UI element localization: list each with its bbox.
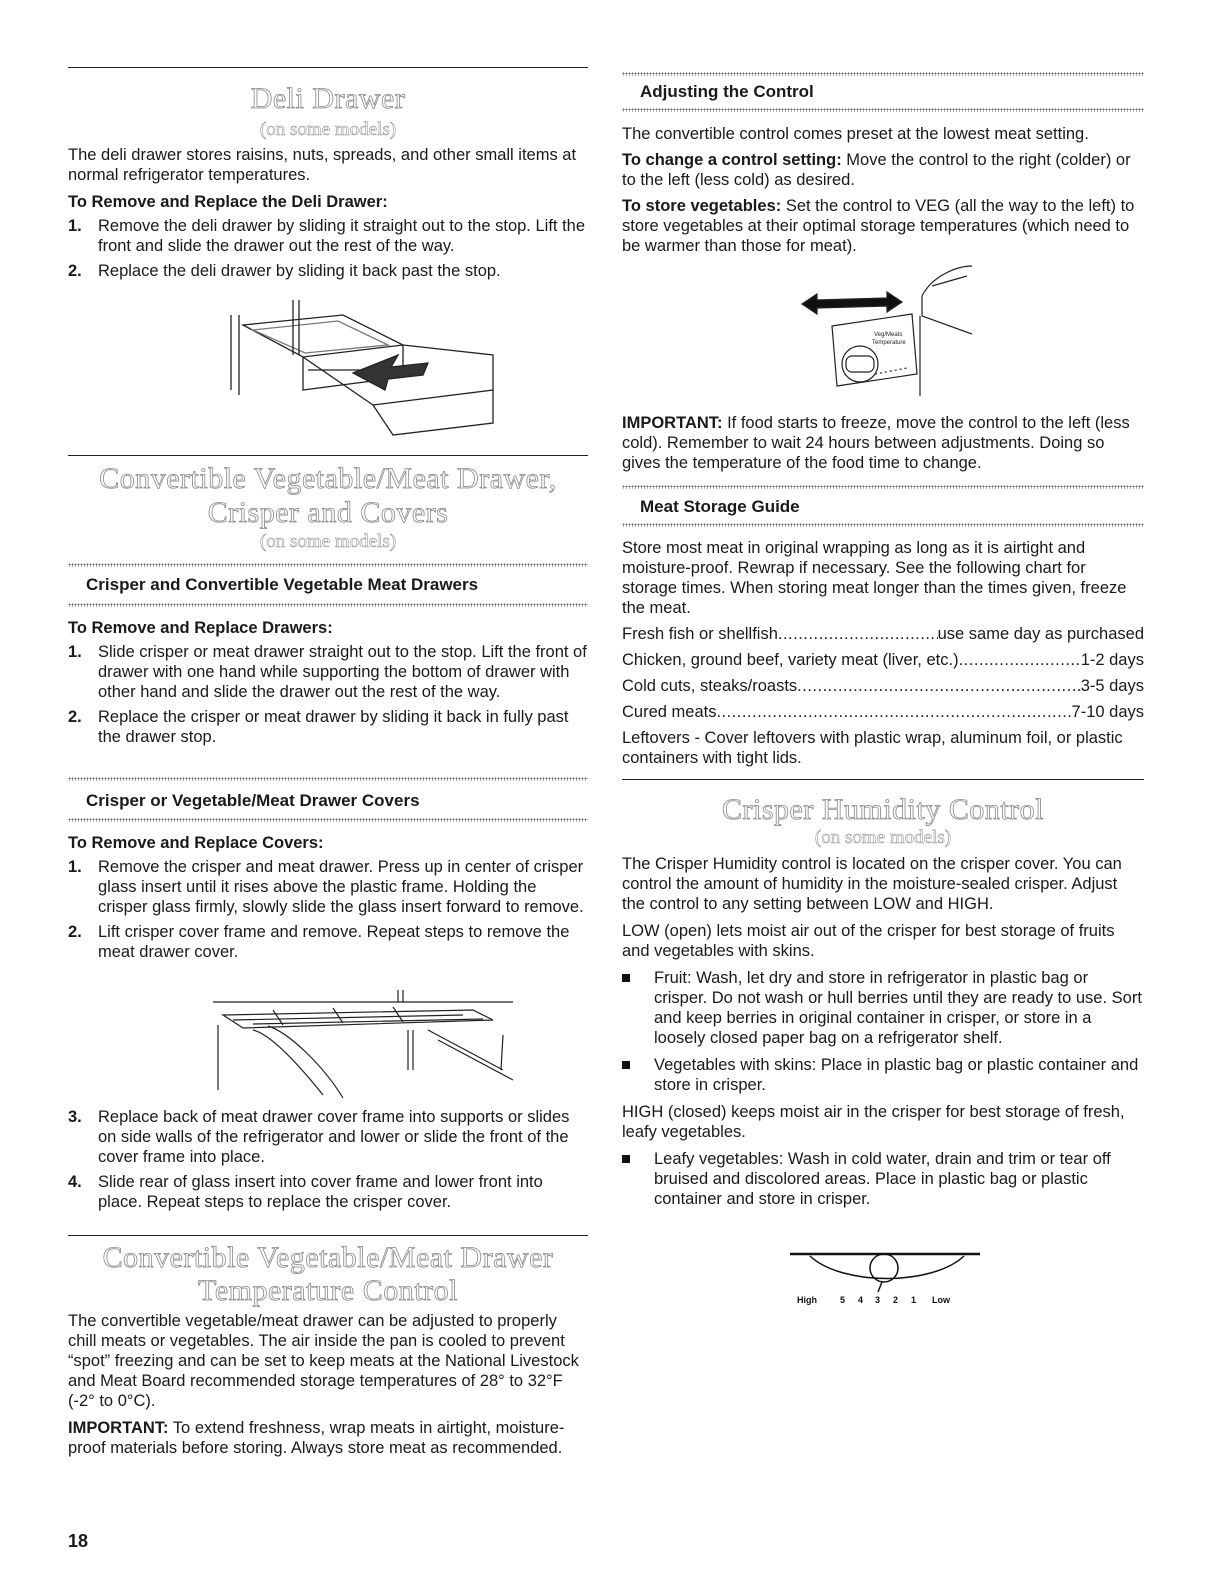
adjusting-important: IMPORTANT: If food starts to freeze, move the control to the left (less cold). Remember to wait 24 hours between adjustments. Doing so gives the temperature of the food time to change. — [622, 414, 1130, 472]
dotted-rule — [622, 523, 1144, 527]
deli-drawer-illustration — [223, 295, 503, 445]
humidity-intro: The Crisper Humidity control is located on the crisper cover. You can control the amount of humidity in the moisture-sealed crisper. Adjust the control to any setting between LOW and HIGH. — [622, 855, 1122, 913]
dotted-rule — [622, 485, 1144, 489]
list-item: Fruit: Wash, let dry and store in refrigerator in plastic bag or crisper. Do not wash or hull berries until they are ready to use. Sort and keep berries in original container in crisper, or store in a loosely closed paper bag on a refrigerator shelf. — [622, 968, 1144, 1048]
crisper-cover-illustration — [213, 990, 513, 1100]
drawers-steps — [68, 642, 588, 747]
humidity-high-text: HIGH (closed) keeps moist air in the crisper for best storage of fresh, leafy vegetables. — [622, 1103, 1125, 1141]
adjusting-heading: Adjusting the Control — [640, 82, 814, 101]
list-item: 1. Remove the crisper and meat drawer. Press up in center of crisper glass insert until it rises above the plastic frame. Holding the crisper glass firmly, slowly slide the glass insert forward to remove. — [68, 858, 584, 916]
temp-control-intro: The convertible vegetable/meat drawer can be adjusted to properly chill meats or vegetables. The air inside the pan is cooled to prevent “spot” freezing and can be set to keep meats at the National Livestock and Meat Board recommended storage temperatures of 28° to 32°F (-2° to 0°C). — [68, 1312, 579, 1410]
list-item: 2. Replace the crisper or meat drawer by sliding it back in fully past the drawer stop. — [68, 708, 569, 746]
humidity-low-text: LOW (open) lets moist air out of the crisper for best storage of fruits and vegetables with skins. — [622, 922, 1115, 960]
temp-control-title-line1: Convertible Vegetable/Meat Drawer — [102, 1241, 554, 1274]
dial-label-2: 2 — [893, 1295, 899, 1305]
panel-label: Temperature — [872, 340, 906, 346]
dotted-rule — [68, 777, 588, 781]
dial-label-high: High — [797, 1295, 817, 1305]
meat-guide-table — [622, 624, 1144, 722]
dial-label-low: Low — [932, 1295, 950, 1305]
meat-guide-intro: Store most meat in original wrapping as long as it is airtight and moisture-proof. Rewrap if necessary. See the following chart for storage times. When storing meat longer than the times given, freeze the meat. — [622, 539, 1127, 617]
covers-heading: To Remove and Replace Covers: — [68, 834, 324, 852]
crisper-drawers-subheading: Crisper and Convertible Vegetable Meat Drawers — [86, 575, 479, 594]
dial-label-1: 1 — [911, 1295, 917, 1305]
table-row: Cured meats ..... 7-10 days — [622, 702, 1144, 722]
table-row: Chicken, ground beef, variety meat (liver, etc.) ..... 1-2 days — [622, 650, 1144, 670]
meat-guide-heading: Meat Storage Guide — [640, 497, 800, 516]
list-item: 1. Slide crisper or meat drawer straight out to the stop. Lift the front of drawer with one hand while supporting the bottom of drawer with other hand and slide the drawer out the rest of the way. — [68, 643, 587, 701]
adjusting-store: To store vegetables: Set the control to VEG (all the way to the left) to store vegetables at their optimal storage temperatures (which need to be warmer than those for meat). — [622, 197, 1135, 255]
list-item: 2. Lift crisper cover frame and remove. Repeat steps to remove the meat drawer cover. — [68, 923, 570, 961]
adjusting-p1: The convertible control comes preset at the lowest meat setting. — [622, 125, 1089, 143]
dial-label-4: 4 — [858, 1295, 864, 1305]
humidity-high-list — [622, 1149, 1144, 1209]
convertible-title-line2: Crisper and Covers — [207, 496, 449, 529]
list-item: 2. Replace the deli drawer by sliding it back past the stop. — [68, 262, 501, 280]
bullet-icon — [622, 974, 630, 982]
control-panel-illustration — [792, 256, 972, 401]
dotted-rule — [68, 563, 588, 567]
deli-heading: To Remove and Replace the Deli Drawer: — [68, 193, 388, 211]
convertible-subtitle: (on some models) — [259, 531, 397, 552]
section-rule — [68, 67, 588, 68]
covers-subheading: Crisper or Vegetable/Meat Drawer Covers — [86, 791, 420, 810]
dotted-rule — [622, 108, 1144, 112]
covers-steps-b — [68, 1107, 588, 1212]
deli-intro: The deli drawer stores raisins, nuts, spreads, and other small items at normal refrigerator temperatures. — [68, 146, 577, 184]
bullet-icon — [622, 1061, 630, 1069]
humidity-dial-illustration — [782, 1248, 982, 1308]
bullet-icon — [622, 1155, 630, 1163]
table-row: Cold cuts, steaks/roasts ..... 3-5 days — [622, 676, 1144, 696]
list-item: 4. Slide rear of glass insert into cover frame and lower front into place. Repeat steps to replace the crisper cover. — [68, 1173, 543, 1211]
humidity-title: Crisper Humidity Control — [722, 793, 1044, 826]
deli-steps — [68, 216, 588, 281]
dotted-rule — [68, 603, 588, 607]
drawers-heading: To Remove and Replace Drawers: — [68, 619, 333, 637]
covers-steps-a — [68, 857, 588, 962]
humidity-low-list — [622, 968, 1144, 1095]
list-item: 3. Replace back of meat drawer cover frame into supports or slides on side walls of the refrigerator and lower or slide the front of the cover frame into place. — [68, 1108, 570, 1166]
convertible-title-line1: Convertible Vegetable/Meat Drawer, — [99, 462, 557, 495]
panel-label: Veg/Meats — [874, 332, 903, 338]
list-item: Leafy vegetables: Wash in cold water, drain and trim or tear off bruised and discolored areas. Place in plastic bag or plastic container and store in crisper. — [622, 1149, 1144, 1209]
section-rule — [68, 455, 588, 456]
page-number: 18 — [68, 1531, 89, 1551]
dial-label-5: 5 — [840, 1295, 846, 1305]
section-rule — [622, 779, 1144, 780]
dotted-rule — [622, 72, 1144, 76]
table-row: Fresh fish or shellfish ..... use same day as purchased — [622, 624, 1144, 644]
temp-control-important: IMPORTANT: To extend freshness, wrap meats in airtight, moisture-proof materials before storing. Always store meat as recommended. — [68, 1419, 565, 1457]
temp-control-title-line2: Temperature Control — [198, 1274, 458, 1307]
list-item: 1. Remove the deli drawer by sliding it straight out to the stop. Lift the front and slide the drawer out the rest of the way. — [68, 217, 586, 255]
humidity-subtitle: (on some models) — [814, 827, 952, 848]
meat-guide-leftovers: Leftovers - Cover leftovers with plastic wrap, aluminum foil, or plastic containers with tight lids. — [622, 729, 1123, 767]
deli-subtitle: (on some models) — [259, 119, 397, 140]
adjusting-change: To change a control setting: Move the control to the right (colder) or to the left (less cold) as desired. — [622, 151, 1131, 189]
list-item: Vegetables with skins: Place in plastic bag or plastic container and store in crisper. — [622, 1055, 1144, 1095]
section-rule — [68, 1235, 588, 1236]
dial-label-3: 3 — [875, 1295, 881, 1305]
deli-title: Deli Drawer — [250, 82, 406, 115]
dotted-rule — [68, 818, 588, 822]
